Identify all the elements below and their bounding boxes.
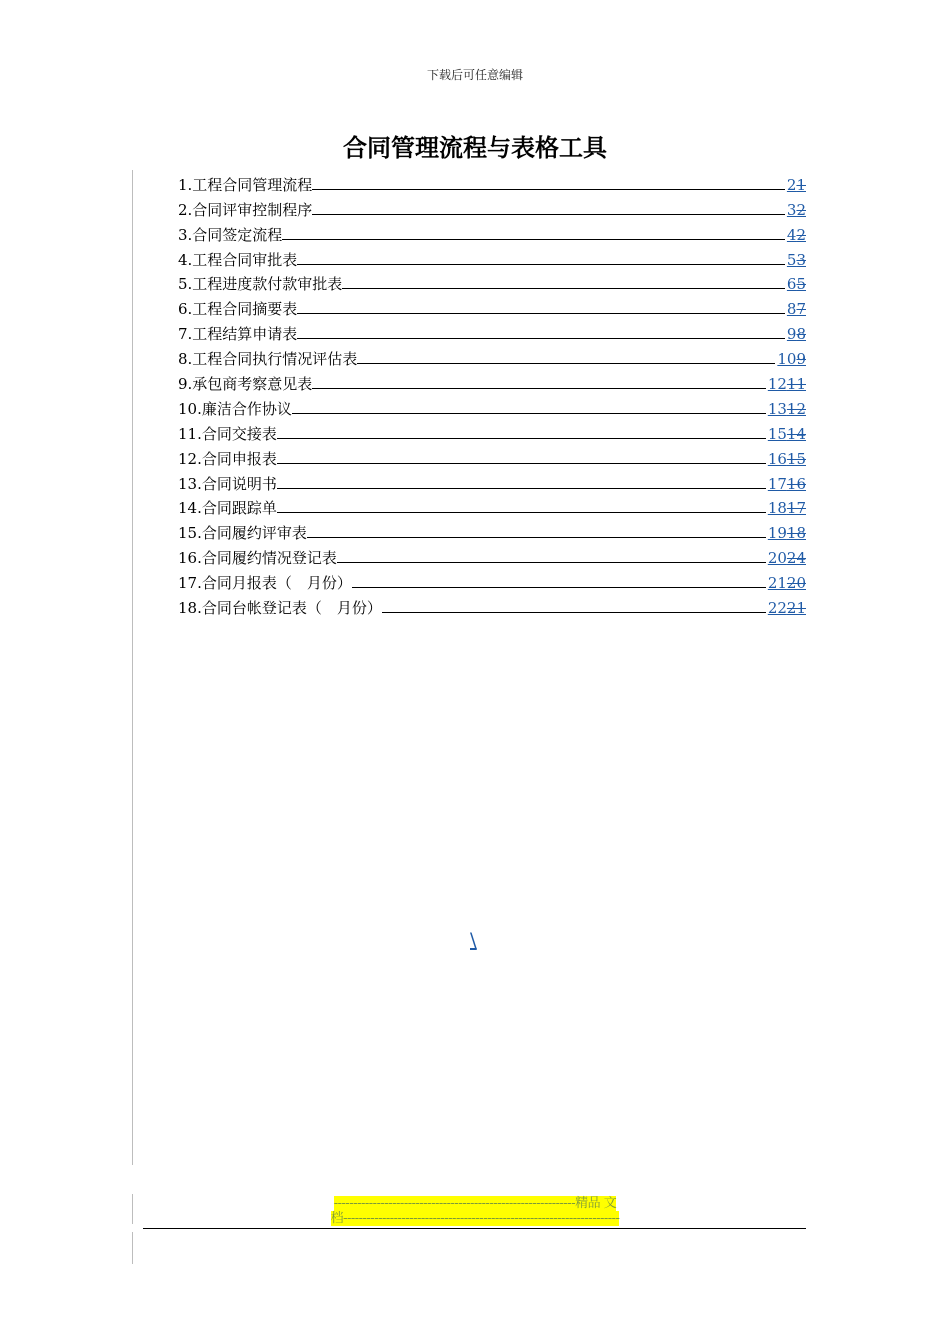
toc-leader-line — [277, 487, 766, 489]
toc-row[interactable] — [178, 593, 806, 618]
toc-page-new: 6 — [786, 275, 797, 294]
toc-page-link[interactable] — [787, 250, 806, 270]
toc-page-link[interactable] — [768, 374, 806, 394]
toc-leader-line — [382, 611, 766, 613]
document-title: 合同管理流程与表格工具 — [343, 134, 607, 162]
toc-row[interactable] — [178, 294, 806, 319]
toc-label: 10.廉洁合作协议 — [178, 399, 292, 418]
toc-label: 5.工程进度款付款审批表 — [178, 275, 343, 294]
toc-row[interactable] — [178, 220, 806, 245]
toc-page-link[interactable] — [787, 225, 806, 245]
toc-row[interactable] — [178, 469, 806, 494]
toc-row[interactable] — [178, 494, 806, 519]
toc-page-link[interactable] — [787, 175, 806, 195]
toc-label: 6.工程合同摘要表 — [178, 300, 298, 319]
toc-leader-line — [312, 387, 766, 389]
toc-page-old: 3 — [796, 250, 806, 269]
toc-label: 12.合同申报表 — [178, 449, 277, 468]
stray-link-mark[interactable]: \ — [470, 928, 477, 952]
toc-page-new: 19 — [767, 524, 787, 543]
toc-page-new: 22 — [767, 599, 787, 618]
toc-page-old: 15 — [786, 449, 806, 468]
toc-page-new: 3 — [786, 200, 797, 219]
toc-label: 15.合同履约评审表 — [178, 524, 307, 543]
toc-page-link[interactable] — [787, 299, 806, 319]
toc-leader-line — [297, 263, 785, 265]
toc-row[interactable] — [178, 568, 806, 593]
toc-label: 3.合同签定流程 — [178, 225, 283, 244]
toc-page-old: 7 — [796, 300, 806, 319]
toc-page-old: 11 — [786, 375, 806, 394]
toc-label: 17.合同月报表（ 月份） — [178, 574, 352, 593]
toc-leader-line — [277, 511, 766, 513]
toc-page-link[interactable] — [768, 548, 806, 568]
toc-row[interactable] — [178, 270, 806, 295]
margin-rule-top — [132, 170, 133, 1165]
header-note: 下载后可任意编辑 — [426, 68, 523, 82]
toc-row[interactable] — [178, 170, 806, 195]
footer-watermark-line-1 — [0, 1196, 950, 1212]
toc-page-old: 21 — [786, 599, 806, 618]
toc-page-new: 13 — [767, 399, 787, 418]
toc-page-link[interactable] — [768, 598, 806, 618]
toc-page-old: 8 — [796, 325, 806, 344]
toc-leader-line — [352, 586, 766, 588]
toc-leader-line — [357, 362, 775, 364]
toc-page-link[interactable] — [768, 523, 806, 543]
footer-rule — [143, 1228, 806, 1229]
toc-page-link[interactable] — [777, 349, 806, 369]
toc-page-old: 2 — [796, 225, 806, 244]
toc-row[interactable] — [178, 419, 806, 444]
toc-page-link[interactable] — [768, 399, 806, 419]
toc-row[interactable] — [178, 444, 806, 469]
toc-page-new: 8 — [786, 300, 797, 319]
toc-page-new: 2 — [786, 175, 797, 194]
toc-page-link[interactable] — [787, 274, 806, 294]
toc-row[interactable] — [178, 245, 806, 270]
toc-page-old: 12 — [786, 399, 806, 418]
toc-page-new: 18 — [767, 499, 787, 518]
toc-page-old: 2 — [796, 200, 806, 219]
toc-label: 7.工程结算申请表 — [178, 325, 298, 344]
toc-leader-line — [282, 238, 785, 240]
toc-page-new: 10 — [777, 350, 797, 369]
toc-leader-line — [307, 536, 766, 538]
footer-text-1: --------------------------------------------------------------精品 文 — [333, 1196, 617, 1211]
toc-label: 18.合同台帐登记表（ 月份） — [178, 599, 382, 618]
toc-leader-line — [277, 462, 766, 464]
toc-page-old: 1 — [796, 175, 806, 194]
toc-page-new: 9 — [786, 325, 797, 344]
toc-row[interactable] — [178, 543, 806, 568]
toc-page-old: 9 — [796, 350, 806, 369]
toc-row[interactable] — [178, 344, 806, 369]
toc-page-link[interactable] — [768, 498, 806, 518]
toc-row[interactable] — [178, 394, 806, 419]
toc-page-old: 17 — [786, 499, 806, 518]
toc-label: 1.工程合同管理流程 — [178, 175, 313, 194]
toc-leader-line — [292, 412, 766, 414]
toc-label: 4.工程合同审批表 — [178, 250, 298, 269]
toc-row[interactable] — [178, 518, 806, 543]
toc-page-new: 5 — [786, 250, 797, 269]
toc-leader-line — [337, 561, 766, 563]
toc-page-new: 20 — [767, 549, 787, 568]
toc-page-link[interactable] — [768, 424, 806, 444]
toc-leader-line — [312, 213, 785, 215]
toc-label: 11.合同交接表 — [178, 424, 277, 443]
toc-page-link[interactable] — [768, 573, 806, 593]
toc-leader-line — [297, 312, 785, 314]
toc-row[interactable] — [178, 369, 806, 394]
toc-page-new: 15 — [767, 424, 787, 443]
toc-label: 2.合同评审控制程序 — [178, 200, 313, 219]
toc-leader-line — [297, 337, 785, 339]
toc-label: 9.承包商考察意见表 — [178, 375, 313, 394]
table-of-contents — [178, 170, 806, 618]
toc-page-link[interactable] — [768, 474, 806, 494]
toc-page-new: 4 — [786, 225, 797, 244]
toc-page-link[interactable] — [768, 449, 806, 469]
toc-page-link[interactable] — [787, 200, 806, 220]
toc-leader-line — [312, 188, 785, 190]
toc-page-link[interactable] — [787, 324, 806, 344]
toc-label: 16.合同履约情况登记表 — [178, 549, 337, 568]
toc-leader-line — [342, 287, 785, 289]
toc-label: 13.合同说明书 — [178, 474, 277, 493]
toc-page-old: 5 — [796, 275, 806, 294]
toc-page-old: 24 — [786, 549, 806, 568]
toc-label: 14.合同跟踪单 — [178, 499, 277, 518]
toc-page-new: 12 — [767, 375, 787, 394]
toc-page-old: 16 — [786, 474, 806, 493]
toc-page-old: 20 — [786, 574, 806, 593]
toc-page-new: 21 — [767, 574, 787, 593]
footer-watermark-line-2 — [0, 1211, 950, 1227]
footer-text-2: 档----------------------------------------------------------------------- — [330, 1211, 620, 1226]
toc-page-old: 14 — [786, 424, 806, 443]
toc-leader-line — [277, 437, 766, 439]
toc-row[interactable] — [178, 319, 806, 344]
toc-page-new: 17 — [767, 474, 787, 493]
toc-page-new: 16 — [767, 449, 787, 468]
toc-row[interactable] — [178, 195, 806, 220]
toc-label: 8.工程合同执行情况评估表 — [178, 350, 358, 369]
toc-page-old: 18 — [786, 524, 806, 543]
margin-rule-footer-b — [132, 1232, 133, 1264]
